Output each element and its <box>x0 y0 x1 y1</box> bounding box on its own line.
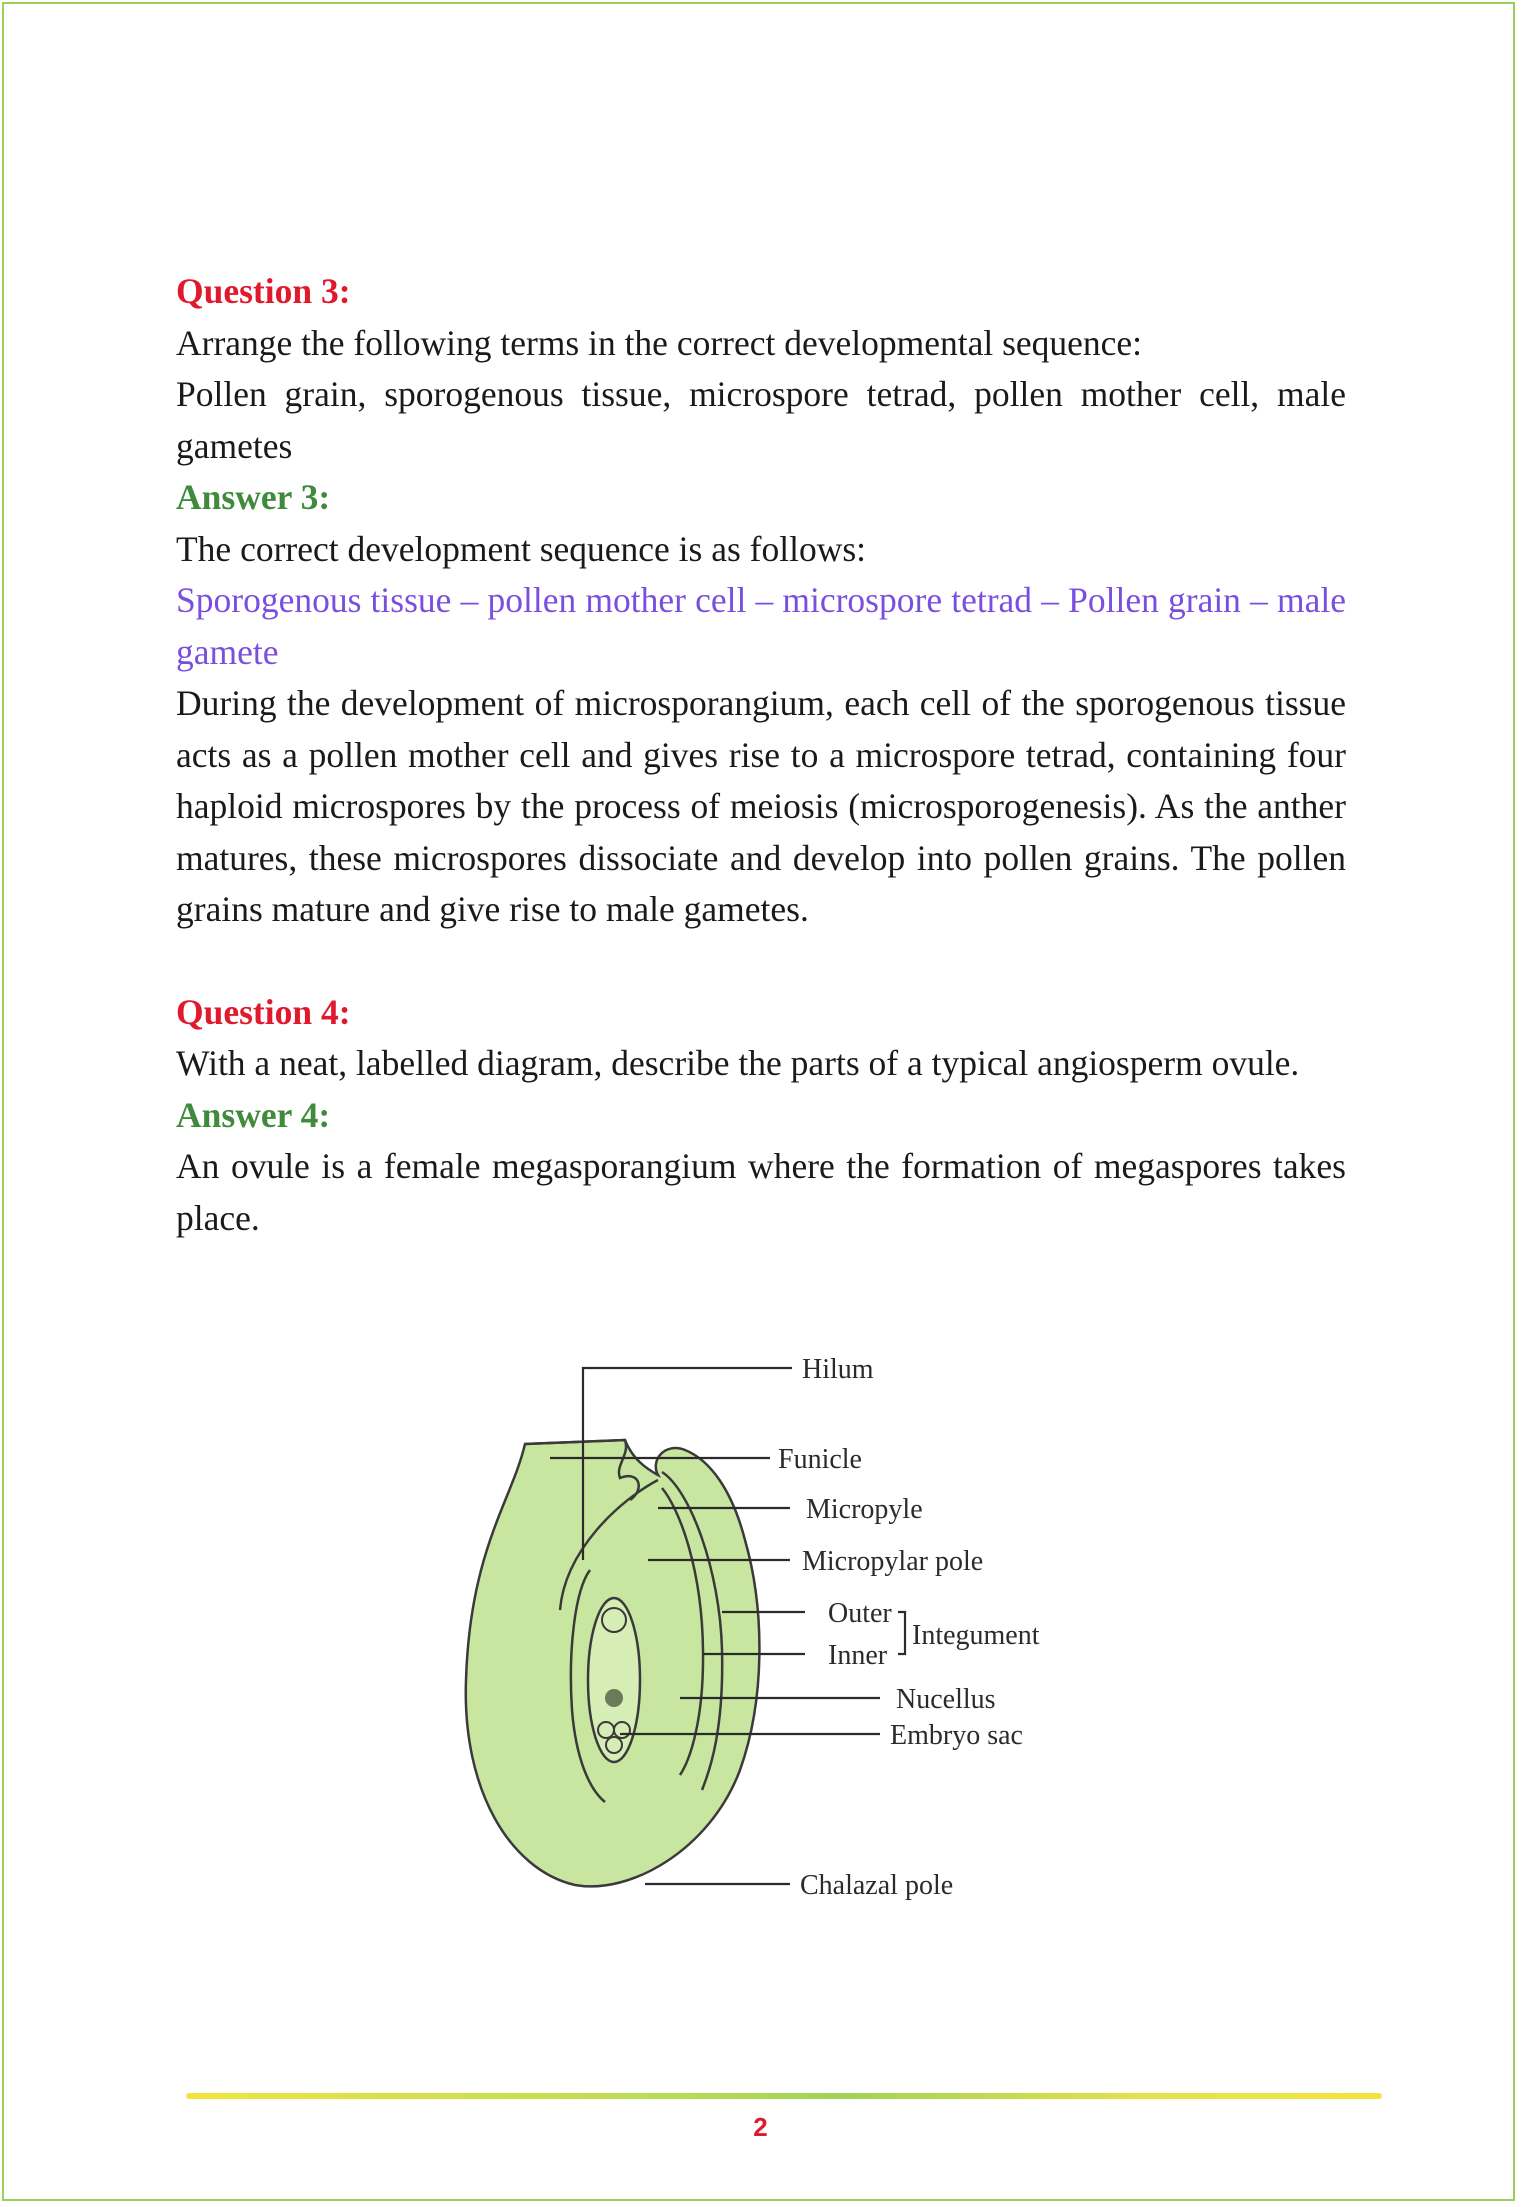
answer-4-heading: Answer 4: <box>176 1094 331 1135</box>
question-3-line-2: Pollen grain, sporogenous tissue, microspore tetrad, pollen mother cell, male gametes <box>176 374 1346 466</box>
label-outer: Outer <box>828 1598 892 1629</box>
label-nucellus: Nucellus <box>896 1684 996 1715</box>
label-funicle: Funicle <box>778 1444 862 1475</box>
question-3-heading: Question 3: <box>176 271 351 311</box>
page-number: 2 <box>753 2112 768 2142</box>
label-micropyle: Micropyle <box>806 1494 923 1525</box>
label-micropylar-pole: Micropylar pole <box>802 1546 984 1577</box>
footer-divider <box>186 2093 1382 2099</box>
section-gap <box>176 936 1346 987</box>
question-3-line-1: Arrange the following terms in the correct developmental sequence: <box>176 322 1143 363</box>
integument-bracket <box>898 1612 905 1654</box>
answer-3-explanation: During the development of microsporangium, each cell of the sporogenous tissue acts as a pollen mother cell and gives rise to a microspore tetrad, containing four haploid microspores by the process of meiosis (microsporogenesis). As the anther matures, these microspores dissociate and develop into pollen grains. The pollen grains mature and give rise to male gametes. <box>176 683 1346 929</box>
answer-3-sequence: Sporogenous tissue – pollen mother cell – microspore tetrad – Pollen grain – male gamete <box>176 580 1346 672</box>
question-4-text: With a neat, labelled diagram, describe the parts of a typical angiosperm ovule. <box>176 1043 1300 1083</box>
answer-3-intro: The correct development sequence is as follows: <box>176 528 867 569</box>
question-4-heading: Question 4: <box>176 991 351 1032</box>
ovule-diagram <box>440 1350 1100 1940</box>
main-content <box>176 266 1346 1244</box>
label-chalazal-pole: Chalazal pole <box>800 1870 954 1901</box>
answer-3-heading: Answer 3: <box>176 477 331 517</box>
ovule-diagram-svg <box>440 1350 1100 1940</box>
polar-nuclei <box>605 1689 623 1707</box>
label-inner: Inner <box>828 1640 888 1671</box>
label-hilum: Hilum <box>802 1354 874 1385</box>
label-integument: Integument <box>912 1620 1040 1651</box>
answer-4-text: An ovule is a female megasporangium where the formation of megaspores takes place. <box>176 1146 1346 1238</box>
label-embryo-sac: Embryo sac <box>890 1720 1023 1751</box>
